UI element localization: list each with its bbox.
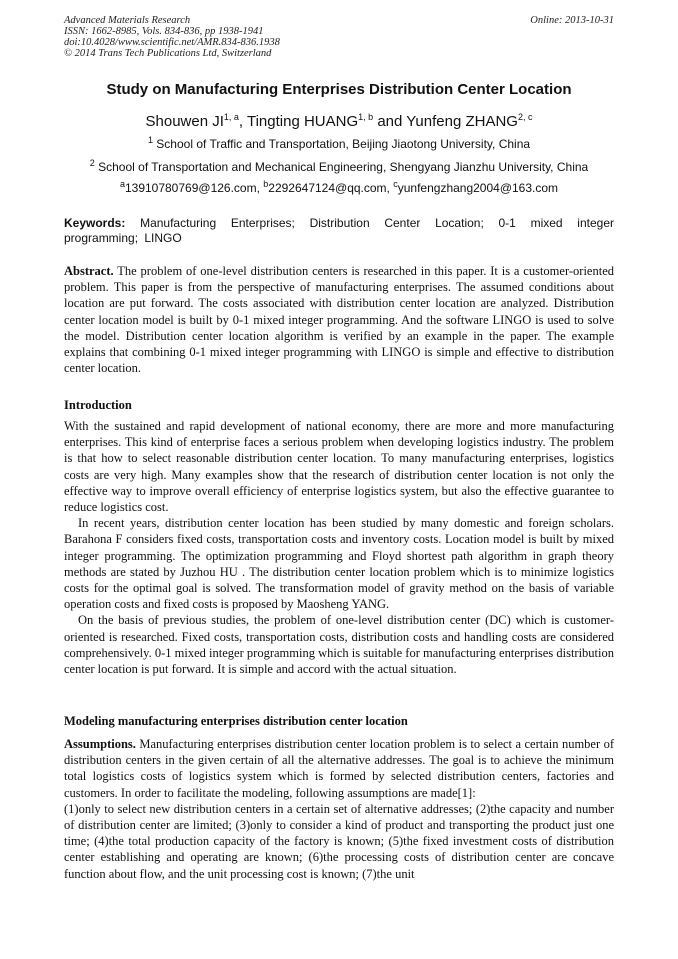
paragraph: In recent years, distribution center location has been studied by many domestic and foreign scholars. Barahona F considers fixed costs, transportation costs and inventory costs. Location model is built by mixed integer programming. The optimization programming and Floyd shortest path algorithm in graph theory methods are stated by Juzhou HU . The distribution center location problem which is to minimize logistics costs for the optimal goal is solved. The transformation model of gravity method on the basis of variable operation costs and fixed costs is proposed by Maosheng YANG. (64, 516, 614, 612)
introduction-body (64, 418, 614, 677)
author-separator: and (373, 113, 407, 130)
modeling-body (64, 736, 614, 882)
abstract (64, 263, 614, 376)
assumptions-label: Assumptions. (64, 737, 136, 751)
email-address: 2292647124@qq.com, (268, 181, 394, 195)
author-name: Yunfeng ZHANG (406, 113, 518, 130)
affiliation-text: School of Transportation and Mechanical Engineering, Shengyang Jianzhu University, China (94, 160, 589, 174)
abstract-label: Abstract. (64, 264, 114, 278)
email-superscript: c (393, 179, 398, 189)
email-superscript: b (263, 179, 269, 189)
paragraph: With the sustained and rapid development of national economy, there are more and more manufacturing enterprises. This kind of enterprise faces a serious problem when developing logistics industry. The problem is that how to select reasonable distribution center location. To many manufacturing enterprises, logistics costs are very high. Many examples show that the research of distribution center location is not only the effective way to improve overall efficiency of enterprise logistics system, but also the effective guarantee to reduce logistics cost. (64, 419, 614, 515)
email-address: yunfengzhang2004@163.com (397, 181, 559, 195)
author-name: Shouwen JI (145, 113, 224, 130)
author-superscript: 2, c (517, 112, 533, 122)
author-separator: , (238, 113, 247, 130)
keywords-label: Keywords: (64, 216, 126, 230)
author-name: Tingting HUANG (246, 113, 359, 130)
affiliation-superscript: 1 (147, 135, 153, 145)
issn-line: ISSN: 1662-8985, Vols. 834-836, pp 1938-1941 (64, 26, 264, 37)
affiliation-text: School of Traffic and Transportation, Beijing Jiaotong University, China (152, 137, 531, 151)
copyright-line: © 2014 Trans Tech Publications Ltd, Switzerland (64, 48, 272, 59)
affiliation-1 (0, 137, 678, 152)
author-superscript: 1, a (223, 112, 239, 122)
author-list (0, 113, 678, 131)
keywords (64, 216, 614, 246)
assumptions-text: Manufacturing enterprises distribution center location problem is to select a certain number of distribution centers in the given certain of all the alternative addresses. The goal is to achieve the minimum total logistics costs of logistics system which is formed by selected distribution centers, factories and customers. In order to facilitate the modeling, following assumptions are made[1]: (64, 737, 614, 800)
affiliation-superscript: 2 (89, 158, 95, 168)
email-address: 13910780769@126.com, (124, 181, 264, 195)
paper-title: Study on Manufacturing Enterprises Distribution Center Location (106, 81, 572, 98)
author-superscript: 1, b (358, 112, 374, 122)
paragraph: On the basis of previous studies, the problem of one-level distribution center (DC) which is customer-oriented is researched. Fixed costs, transportation costs, distribution costs and handling costs are considered comprehensively. 0-1 mixed integer programming which is suitable for manufacturing enterprises distribution center location is put forward. It is simple and accord with the actual situation. (64, 613, 614, 677)
assumptions-list: (1)only to select new distribution centers in a certain set of alternative addresses; (2)the capacity and number of distribution center are limited; (3)only to consider a kind of product and transporting the product just one time; (4)the total production capacity of the factory is known; (5)the fixed investment costs of distribution center establishing and operating are known; (6)the processing costs of distribution center are concave function about flow, and the unit processing cost is known; (7)the unit (64, 801, 614, 881)
keywords-text: Manufacturing Enterprises; Distribution Center Location; 0-1 mixed integer programming; LINGO (64, 216, 614, 245)
affiliation-2 (0, 160, 678, 175)
introduction-heading: Introduction (64, 398, 132, 412)
abstract-text: The problem of one-level distribution centers is researched in this paper. It is a customer-oriented problem. This paper is from the perspective of manufacturing enterprises. The assumed conditions about location are put forward. The costs associated with distribution center location are analyzed. Distribution center location model is built by 0-1 mixed integer programming. And the software LINGO is used to solve the model. Distribution center location algorithm is verified by an example in the paper. The example explains that combining 0-1 mixed integer programming with LINGO is simple and effective to distribution center location. (64, 264, 614, 376)
online-date: Online: 2013-10-31 (530, 15, 614, 26)
assumptions-paragraph (64, 736, 614, 801)
modeling-heading: Modeling manufacturing enterprises distribution center location (64, 714, 408, 728)
doi-line: doi:10.4028/www.scientific.net/AMR.834-836.1938 (64, 37, 280, 48)
author-emails (0, 181, 678, 196)
journal-meta (64, 15, 424, 59)
journal-name: Advanced Materials Research (64, 15, 191, 26)
email-superscript: a (119, 179, 125, 189)
